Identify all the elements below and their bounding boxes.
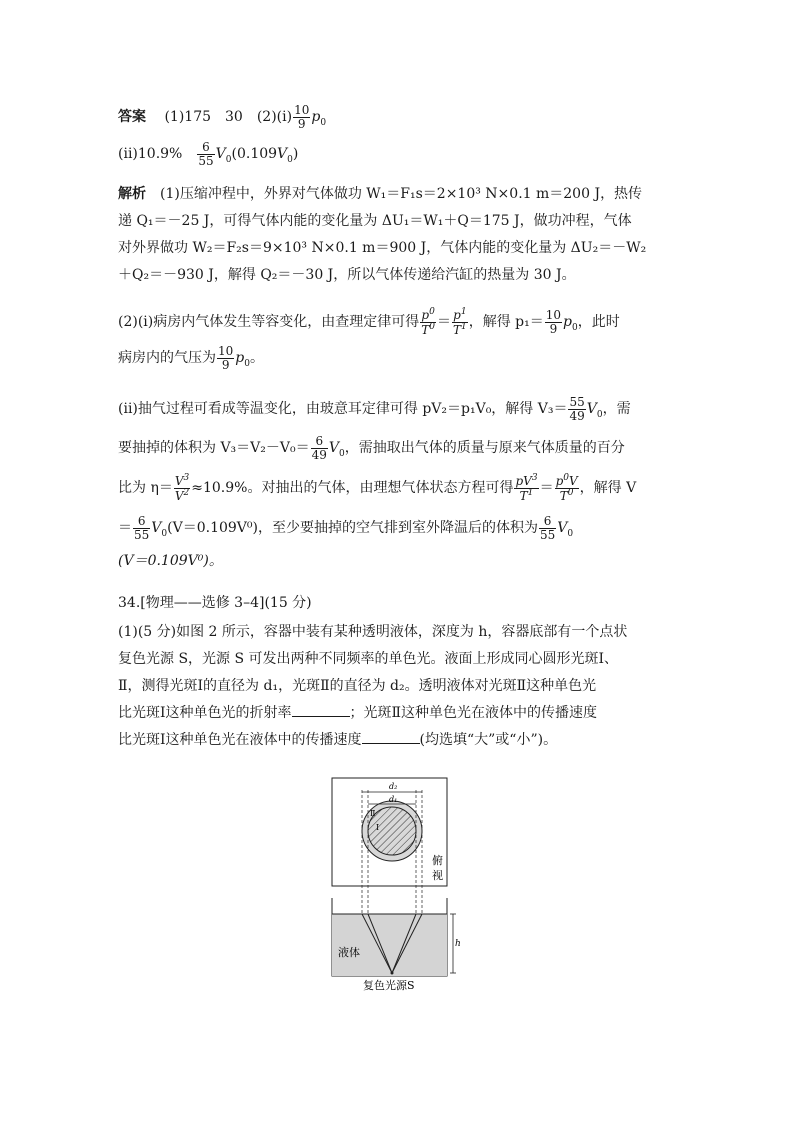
top-view-label-2: 视 (432, 869, 443, 882)
analysis-part-2-line-2: 病房内的气压为 $\frac{10}{9}$ $p_0$。 (118, 343, 264, 372)
analysis-line-2: 递 Q₁＝－25 J，可得气体内能的变化量为 ΔU₁＝W₁＋Q＝175 J，做功冲程，气体 (118, 213, 632, 229)
analysis-part-2 (118, 304, 678, 376)
answer-blank-1[interactable] (292, 702, 350, 717)
source-label: 复色光源S (363, 979, 415, 992)
fraction: $\frac{6}{55}$ (198, 140, 214, 168)
roman-2-label: Ⅱ (370, 809, 376, 818)
answer-line-2: (ⅱ)10.9% $\frac{6}{55}$ $V_0(0.109V_0)$ (118, 140, 299, 168)
answer-line-1: 答案 (1)175 30 (2)(ⅰ) $\frac{10}{9}$ $p_0$ (118, 103, 327, 131)
section-heading: 34.[物理——选修 3–4](15 分) (118, 595, 312, 611)
analysis-part-3: (ⅱ)抽气过程可看成等温变化，由玻意耳定律可得 pV₂＝p₁V₀，解得 V₃＝ $\frac{55}{49}$ $V_0$，需 要抽掉的体积为 V₃＝V₂－V₀＝ $\frac{6}{49}$ $V_0$，需抽取出气体的质量与原来气体质量的百分 比为 η＝ $\frac{V^3}{V^2}$ ≈10.9%。对抽出的气体，由理想气体状态方程可得 $\frac{pV^3}{T^1}$ ＝ $\frac{p^0V}{T^0}$ ，解得 V ＝ $\frac{6}{55}$ $V_0(V=0.109V^0)$，至少要抽掉的空气排到室外降温后的体积为 $\frac{6}{55}$ $V_0$ (V＝0.109V⁰)。 (118, 394, 637, 569)
analysis-line-4: ＋Q₂＝－930 J，解得 Q₂＝－30 J，所以气体传递给汽缸的热量为 30 J。 (118, 267, 576, 283)
analysis-block (118, 181, 678, 289)
liquid-label: 液体 (338, 946, 360, 959)
answer-blank-2[interactable] (362, 729, 420, 744)
answer-line-1-text: (1)175 30 (2)(ⅰ) (164, 109, 293, 126)
d1-label: d₁ (389, 795, 398, 804)
top-view-label-1: 俯 (432, 854, 443, 867)
analysis-part-2-line-1: (2)(ⅰ)病房内气体发生等容变化，由查理定律可得 $\frac{p^0}{T^0}$ ＝ $\frac{p^1}{T^1}$ ，解得 p₁＝ $\frac{10}{9}$ $p_0$，此时 (118, 306, 620, 337)
analysis-line-3: 对外界做功 W₂＝F₂s＝9×10³ N×0.1 m＝900 J，气体内能的变化量为 ΔU₂＝－W₂ (118, 240, 647, 256)
answer-block (118, 104, 678, 168)
analysis-line-1: 解析 (1)压缩冲程中，外界对气体做功 W₁＝F₁s＝2×10³ N×0.1 m＝200 J，热传 (118, 186, 643, 202)
answer-label: 答案 (118, 109, 146, 126)
optics-figure (330, 776, 460, 991)
question-block: (1)(5 分)如图 2 所示，容器中装有某种透明液体，深度为 h，容器底部有一个点状 复色光源 S，光源 S 可发出两种不同频率的单色光。液面上形成同心圆形光斑Ⅰ、 Ⅱ，测得光斑Ⅰ的直径为 d₁，光斑Ⅱ的直径为 d₂。透明液体对光斑Ⅱ这种单色光 比光斑Ⅰ这种单色光的折射率 ；光斑Ⅱ这种单色光在液体中的传播速度 比光斑Ⅰ这种单色光在液体中的传播速度 (均选填“大”或“小”)。 (118, 624, 628, 748)
fraction: $\frac{10}{9}$ (294, 103, 310, 131)
d2-label: d₂ (389, 782, 398, 791)
depth-label: h (455, 939, 461, 949)
light-source-point (391, 972, 394, 975)
roman-1-label: Ⅰ (376, 823, 380, 832)
